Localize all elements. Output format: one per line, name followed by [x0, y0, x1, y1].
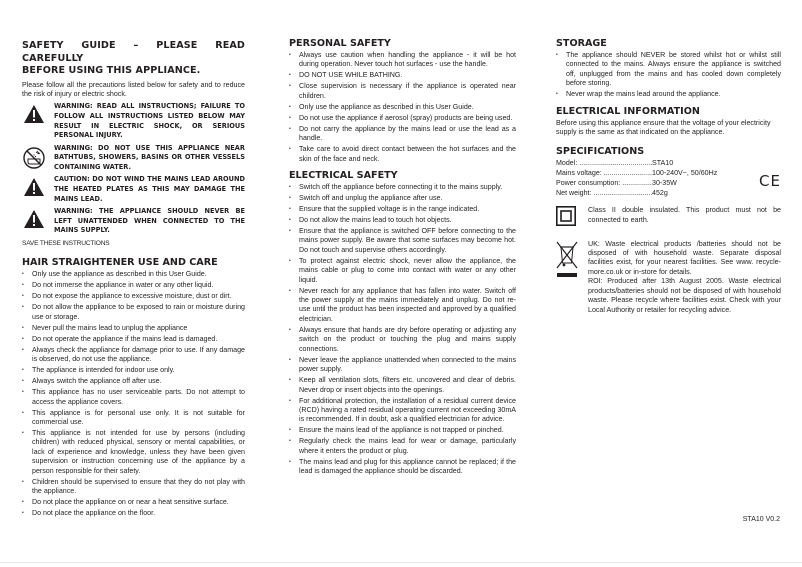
ce-mark-icon: CE: [759, 172, 781, 191]
list-item: • Do not carry the appliance by the mains lead or use the lead as a handle.: [289, 125, 516, 144]
list-item: • Switch off and unplug the appliance after use.: [289, 194, 516, 203]
list-item: • Do not expose the appliance to excessive moisture, dust or dirt.: [22, 292, 245, 301]
list-item: • The appliance is intended for indoor use only.: [22, 366, 245, 375]
safety-guide-title-line2: BEFORE USING THIS APPLIANCE.: [22, 65, 201, 76]
weee-notice: [556, 240, 781, 315]
list-item: • Never wrap the mains lead around the appliance.: [556, 90, 781, 99]
spec-row-model: [556, 159, 781, 169]
list-item: • Only use the appliance as described in this User Guide.: [289, 103, 516, 112]
list-item: • To protect against electric shock, never allow the appliance, the mains cable or plug to come into contact with water or any other liquid.: [289, 257, 516, 285]
safety-guide-title: [22, 40, 245, 78]
column-middle: [289, 38, 516, 483]
weee-text: [588, 240, 781, 315]
warning-text: WARNING: READ ALL INSTRUCTIONS; FAILURE TO FOLLOW ALL INSTRUCTIONS LISTED BELOW MAY RESULT IN ELECTRIC SHOCK, OR SERIOUS PERSONAL INJURY.: [54, 102, 245, 140]
column-left: [22, 38, 245, 525]
list-item: • Children should be supervised to ensure that they do not play with the appliance.: [22, 478, 245, 497]
list-item: • This appliance is not intended for use by persons (including children) with reduced physical, sensory or mental capabilities, or lack of experience and knowledge, unless they have been given supervision or instruction concerning use of the appliance by a person responsible for their safety.: [22, 429, 245, 476]
list-item: • Ensure the mains lead of the appliance is not trapped or pinched.: [289, 426, 516, 435]
warning-no-bath: [22, 144, 245, 173]
personal-safety-list: [289, 51, 516, 164]
spec-row-weight: [556, 189, 781, 199]
spec-value: 452g: [652, 188, 668, 197]
specifications-table: [556, 159, 781, 198]
list-item: • Always use caution when handling the appliance - it will be hot during operation. Never touch hot surfaces - use the handle.: [289, 51, 516, 70]
electrical-safety-list: [289, 183, 516, 477]
caution-mains-lead: [22, 175, 245, 204]
warning-triangle-icon: [22, 207, 46, 228]
spec-label: Mains voltage: .....: [556, 169, 652, 179]
list-item: • Only use the appliance as described in this User Guide.: [22, 270, 245, 279]
list-item: • Do not place the appliance on the floor.: [22, 509, 245, 518]
no-bath-icon: [22, 144, 46, 169]
save-instructions-note: SAVE THESE INSTRUCTIONS: [22, 240, 110, 248]
list-item: • DO NOT USE WHILE BATHING.: [289, 71, 516, 80]
list-item: • Always check the appliance for damage prior to use. If any damage is observed, do not use the appliance.: [22, 346, 245, 365]
list-item: • Ensure that the appliance is switched OFF before connecting to the mains power supply. Be aware that some surfaces may become hot. Do not touch and supervise others accordingly.: [289, 227, 516, 255]
warning-triangle-icon: [22, 175, 46, 196]
list-item: • Switch off the appliance before connecting it to the mains supply.: [289, 183, 516, 192]
list-item: • Never leave the appliance unattended when connected to the mains power supply.: [289, 356, 516, 375]
use-and-care-title: HAIR STRAIGHTENER USE AND CARE: [22, 257, 218, 269]
safety-guide-title-line1: SAFETY GUIDE – PLEASE READ CAREFULLY: [22, 40, 245, 64]
list-item: • Take care to avoid direct contact between the hot surfaces and the skin of the face and neck.: [289, 145, 516, 164]
list-item: • Never pull the mains lead to unplug the appliance: [22, 324, 245, 333]
document-version-label: STA10 V0.2: [742, 516, 780, 523]
list-item: • Ensure that the supplied voltage is in the range indicated.: [289, 205, 516, 214]
storage-list: [556, 51, 781, 100]
list-item: • Never reach for any appliance that has fallen into water. Switch off the power supply at the mains immediately and unplug. Do not re-use until the product has been inspected and approved by a qualified electrician.: [289, 287, 516, 325]
weee-roi-text: ROI: Produced after 13th August 2005. Waste electrical products/batteries should not be disposed of with household waste. Please recycle where facilities exist. Check with your Local Authority or retailer for recycling advice.: [588, 277, 781, 314]
list-item: • Always ensure that hands are dry before operating or adjusting any switch on the product or touching the plug and mains supply connections.: [289, 326, 516, 354]
page-bottom-edge: [0, 562, 802, 563]
spec-value: 30-35W: [652, 178, 677, 187]
list-item: • Do not operate the appliance if the mains lead is damaged.: [22, 335, 245, 344]
class-ii-double-square-icon: [556, 206, 578, 229]
specifications-title: SPECIFICATIONS: [556, 146, 645, 158]
list-item: • Always switch the appliance off after use.: [22, 377, 245, 386]
crossed-out-wheelie-bin-icon: [556, 240, 578, 283]
list-item: • Close supervision is necessary if the appliance is operated near children.: [289, 82, 516, 101]
list-item: • Do not allow the appliance to be exposed to rain or moisture during use or storage.: [22, 303, 245, 322]
spec-label: Power consumption: .....: [556, 179, 652, 189]
spec-value: 100-240V~, 50/60Hz: [652, 169, 718, 178]
personal-safety-title: PERSONAL SAFETY: [289, 38, 391, 49]
list-item: • Regularly check the mains lead for wear or damage, particularly where it enters the product or plug.: [289, 437, 516, 456]
list-item: • The mains lead and plug for this appliance cannot be replaced; if the lead is damaged the appliance should be discarded.: [289, 458, 516, 477]
column-right: [556, 38, 781, 325]
list-item: • Do not immerse the appliance in water or any other liquid.: [22, 281, 245, 290]
electrical-safety-title: ELECTRICAL SAFETY: [289, 170, 398, 182]
class-ii-notice: [556, 206, 781, 229]
list-item: • Do not use the appliance if aerosol (spray) products are being used.: [289, 114, 516, 123]
warning-text: CAUTION: DO NOT WIND THE MAINS LEAD AROUND THE HEATED PLATES AS THIS MAY DAMAGE THE MAINS LEAD.: [54, 175, 245, 203]
list-item: • This appliance is for personal use only. It is not suitable for commercial use.: [22, 409, 245, 428]
spec-row-voltage: [556, 169, 781, 179]
storage-title: STORAGE: [556, 38, 607, 49]
list-item: • Do not allow the mains lead to touch hot objects.: [289, 216, 516, 225]
warning-text: WARNING: DO NOT USE THIS APPLIANCE NEAR BATHTUBS, SHOWERS, BASINS OR OTHER VESSELS CONTAINING WATER.: [54, 143, 245, 171]
spec-label: Model: .....: [556, 159, 652, 169]
list-item: • This appliance has no user serviceable parts. Do not attempt to access the appliance covers.: [22, 388, 245, 407]
spec-value: STA10: [652, 159, 674, 168]
use-and-care-list: [22, 270, 245, 518]
list-item: • The appliance should NEVER be stored whilst hot or whilst still connected to the mains. Always ensure the appliance is switched off, unplugged from the mains and has cooled down completely before storing.: [556, 51, 781, 89]
safety-intro: Please follow all the precautions listed below for safety and to reduce the risk of injury or electric shock.: [22, 80, 245, 98]
warning-read-instructions: [22, 102, 245, 140]
spec-label: Net weight: .....: [556, 189, 652, 199]
list-item: • Keep all ventilation slots, filters etc. uncovered and clear of debris. Never drop or insert objects into the openings.: [289, 376, 516, 395]
electrical-information-title: ELECTRICAL INFORMATION: [556, 105, 700, 117]
list-item: • Do not place the appliance on or near a heat sensitive surface.: [22, 498, 245, 507]
weee-uk-text: UK: Waste electrical products /batteries should not be disposed of with household waste. Separate disposal facilities exist, for your nearest facilities. See www. recycle-more.co.uk or in-store for details.: [588, 239, 781, 276]
list-item: • For additional protection, the installation of a residual current device (RCD) having a rated residual operating current not exceeding 30mA is recommended. If in doubt, ask a qualified electrician for advice.: [289, 397, 516, 425]
warning-text: WARNING: THE APPLIANCE SHOULD NEVER BE LEFT UNATTENDED WHEN CONNECTED TO THE MAINS SUPPLY.: [54, 207, 245, 235]
warning-triangle-icon: [22, 102, 46, 123]
electrical-information-text: Before using this appliance ensure that the voltage of your electricity supply is the same as that indicated on the appliance.: [556, 118, 771, 137]
class-ii-text: Class II double insulated. This product must not be connected to earth.: [588, 206, 781, 224]
warning-unattended: [22, 207, 245, 236]
